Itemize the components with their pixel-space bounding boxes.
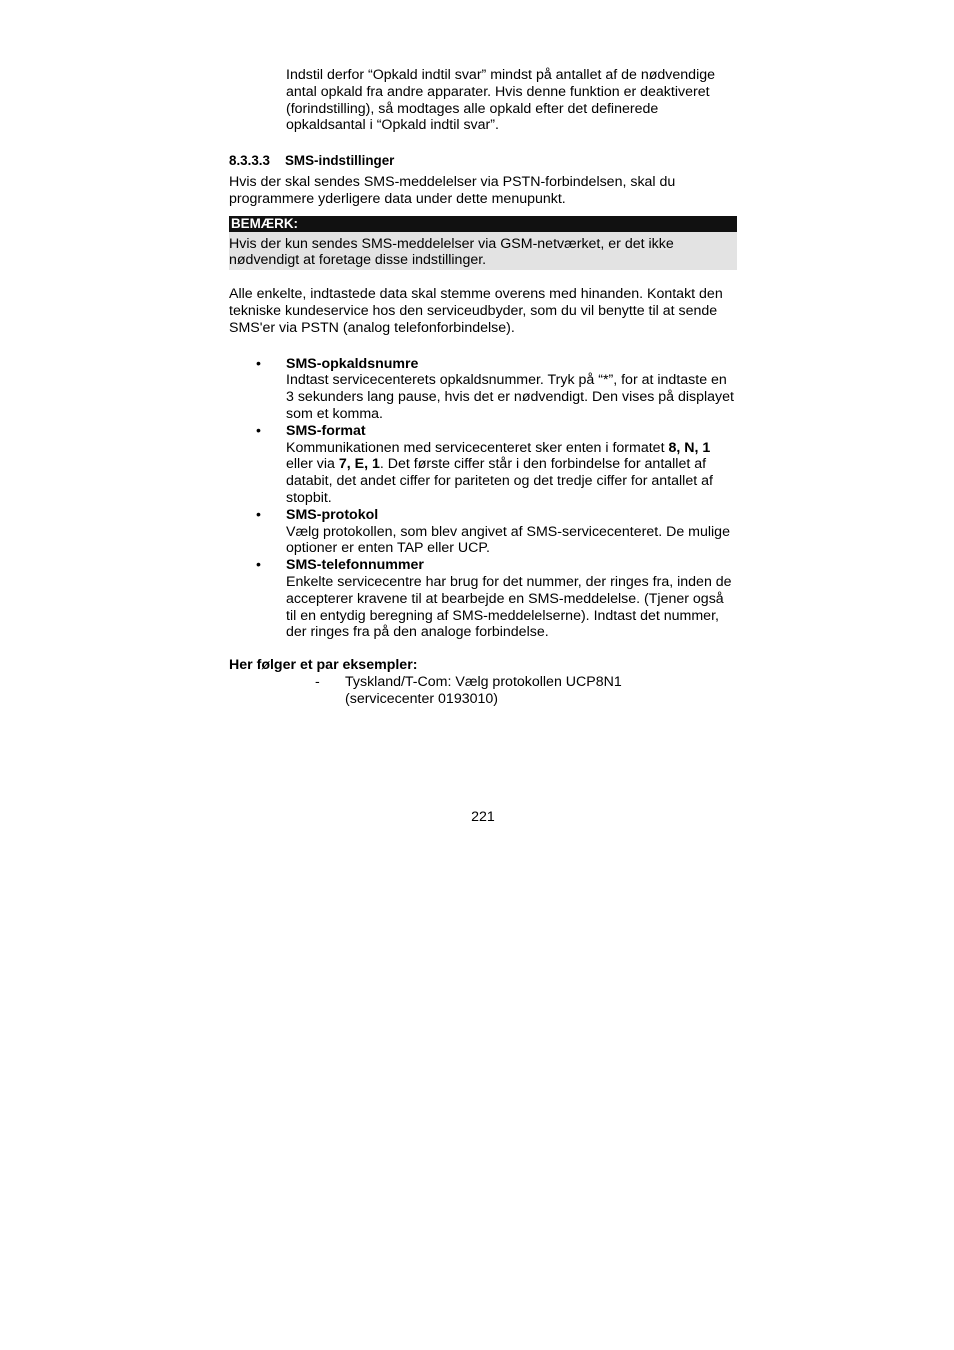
settings-list — [229, 356, 737, 642]
list-item — [229, 423, 737, 507]
section-body: Hvis der skal sendes SMS-meddelelser via PSTN-forbindelsen, skal du programmere yderligere data under dette menupunkt. — [229, 173, 676, 207]
list-item — [229, 356, 737, 423]
example-line: Tyskland/T-Com: Vælg protokollen UCP8N1 — [345, 673, 622, 690]
intro-paragraph: Indstil derfor “Opkald indtil svar” mindst på antallet af de nødvendige antal opkald fra andre apparater. Hvis denne funktion er deaktiveret (forindstilling), så modtages alle opkald efter det definerede opkaldsantal i “Opkald indtil svar”. — [286, 67, 715, 134]
note-box — [229, 232, 737, 271]
item-title: SMS-opkaldsnumre — [286, 355, 419, 372]
item-text-part: . Det første ciffer står i den forbindelse for antallet af databit, det andet ciffer for pariteten og det tredje ciffer for antallet af stopbit. — [286, 456, 713, 506]
item-text — [286, 440, 737, 507]
item-text-part: eller via — [286, 456, 339, 473]
list-item — [229, 507, 737, 557]
examples-heading: Her følger et par eksempler: — [229, 657, 418, 674]
manual-page — [229, 67, 737, 825]
item-title: SMS-format — [286, 422, 366, 439]
list-item — [229, 557, 737, 641]
data-consistency-paragraph: Alle enkelte, indtastede data skal stemme overens med hinanden. Kontakt den tekniske kundeservice hos den serviceudbyder, som du vil benytte til at sende SMS'er via PSTN (analog telefonforbindelse). — [229, 286, 723, 336]
dash-icon: - — [315, 673, 320, 690]
example-item — [229, 674, 737, 708]
item-title: SMS-protokol — [286, 506, 379, 523]
bullet-icon: • — [256, 557, 261, 574]
note-text: Hvis der kun sendes SMS-meddelelser via GSM-netværket, er det ikke nødvendigt at foretage disse indstillinger. — [229, 235, 674, 269]
section-number: 8.3.3.3 — [229, 153, 270, 169]
format-8n1: 8, N, 1 — [668, 439, 711, 456]
item-title: SMS-telefonnummer — [286, 557, 424, 574]
bullet-icon: • — [256, 355, 261, 372]
section-heading — [229, 153, 737, 170]
item-text-part: Kommunikationen med servicecenteret sker enten i formatet — [286, 439, 669, 456]
format-7e1: 7, E, 1 — [338, 456, 380, 473]
bullet-icon: • — [256, 506, 261, 523]
item-text: Vælg protokollen, som blev angivet af SMS-servicecenteret. De mulige optioner er enten TAP eller UCP. — [286, 523, 730, 557]
item-text: Indtast servicecenterets opkaldsnummer. Tryk på “*”, for at indtaste en 3 sekunders lang pause, hvis det er nødvendigt. Den vises på displayet som et komma. — [286, 372, 734, 422]
page-number: 221 — [471, 809, 495, 825]
note-label: BEMÆRK: — [229, 216, 737, 232]
item-text: Enkelte servicecentre har brug for det nummer, der ringes fra, inden de accepterer kravene til at bearbejde en SMS-meddelelse. (Tjener også til en entydig beregning af SMS-meddelelserne). Indtast det nummer, der ringes fra på den analoge forbindelse. — [286, 573, 732, 641]
example-line: (servicecenter 0193010) — [345, 690, 498, 707]
bullet-icon: • — [256, 422, 261, 439]
section-title: SMS-indstillinger — [285, 153, 395, 169]
